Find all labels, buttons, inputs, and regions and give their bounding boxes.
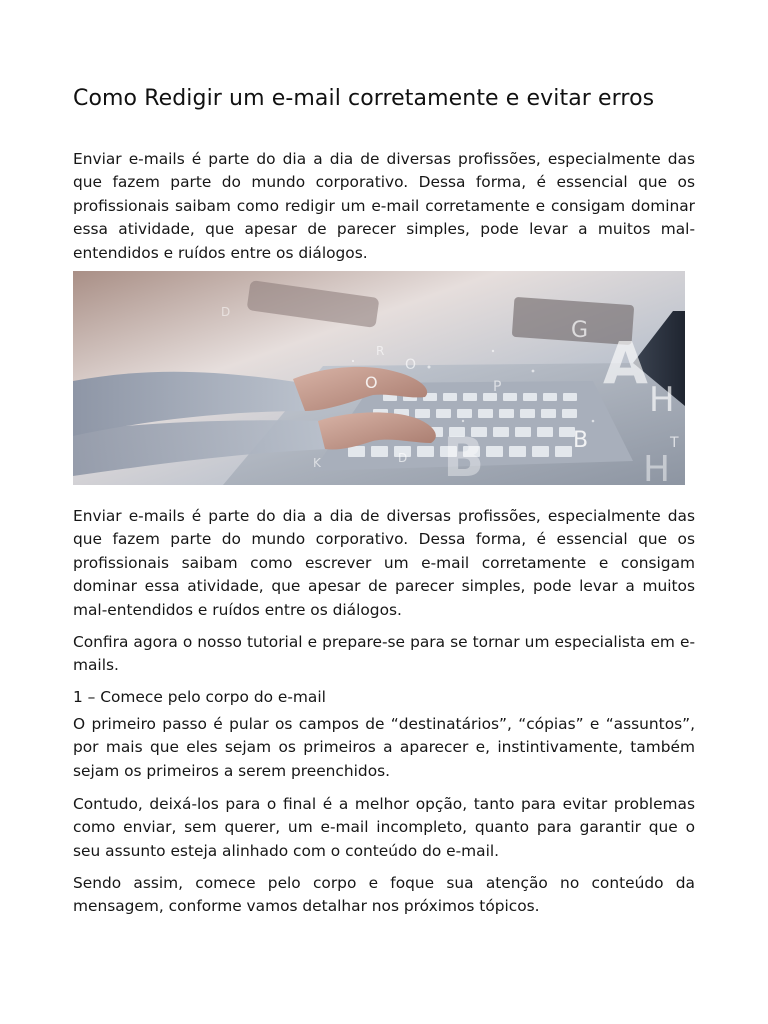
typing-laptop-photo <box>73 271 685 485</box>
body-paragraph-5: Sendo assim, comece pelo corpo e foque sua atenção no conteúdo da mensagem, conforme vamos detalhar nos próximos tópicos. <box>73 874 695 916</box>
body-paragraph-4: Contudo, deixá-los para o final é a melhor opção, tanto para evitar problemas como enviar, sem querer, um e-mail incompleto, quanto para garantir que o seu assunto esteja alinhado com o conteúdo do e-mail. <box>73 795 695 860</box>
body-paragraph-2: Confira agora o nosso tutorial e prepare-se para se tornar um especialista em e-mails. <box>73 633 695 675</box>
floating-letter-b-large: B <box>443 426 485 485</box>
floating-letter-o-2: O <box>405 357 417 373</box>
floating-letter-t: T <box>670 435 679 451</box>
floating-letter-a: A <box>603 329 648 397</box>
floating-letter-k: K <box>313 456 321 470</box>
floating-letter-p: P <box>493 379 502 395</box>
body-paragraph-1: Enviar e-mails é parte do dia a dia de diversas profissões, especialmente das que fazem parte do mundo corporativo. Dessa forma, é essencial que os profissionais saibam como escrever um e-mail corretamente e consigam dominar essa atividade, que apesar de parecer simples, pode levar a muitos mal-entendidos e ruídos entre os diálogos. <box>73 507 695 619</box>
intro-paragraph: Enviar e-mails é parte do dia a dia de diversas profissões, especialmente das que fazem parte do mundo corporativo. Dessa forma, é essencial que os profissionais saibam como redigir um e-mail corretamente e consigam dominar essa atividade, que apesar de parecer simples, pode levar a muitos mal-entendidos e ruídos entre os diálogos. <box>73 150 695 262</box>
floating-letter-d: D <box>221 305 231 319</box>
floating-letter-b-small: B <box>573 428 589 453</box>
floating-letter-h: H <box>649 380 675 420</box>
floating-letter-g: G <box>571 318 589 343</box>
floating-letter-r: R <box>376 344 385 358</box>
floating-letter-o: O <box>365 373 378 392</box>
article-title: Como Redigir um e-mail corretamente e evitar erros <box>73 86 655 111</box>
floating-letter-d-2: D <box>398 451 408 465</box>
body-paragraph-3: O primeiro passo é pular os campos de “destinatários”, “cópias” e “assuntos”, por mais que eles sejam os primeiros a aparecer e, instintivamente, também sejam os primeiros a serem preenchidos. <box>73 715 695 780</box>
section-heading: 1 – Comece pelo corpo do e-mail <box>73 688 326 706</box>
floating-letter-h-2: H <box>643 449 671 485</box>
